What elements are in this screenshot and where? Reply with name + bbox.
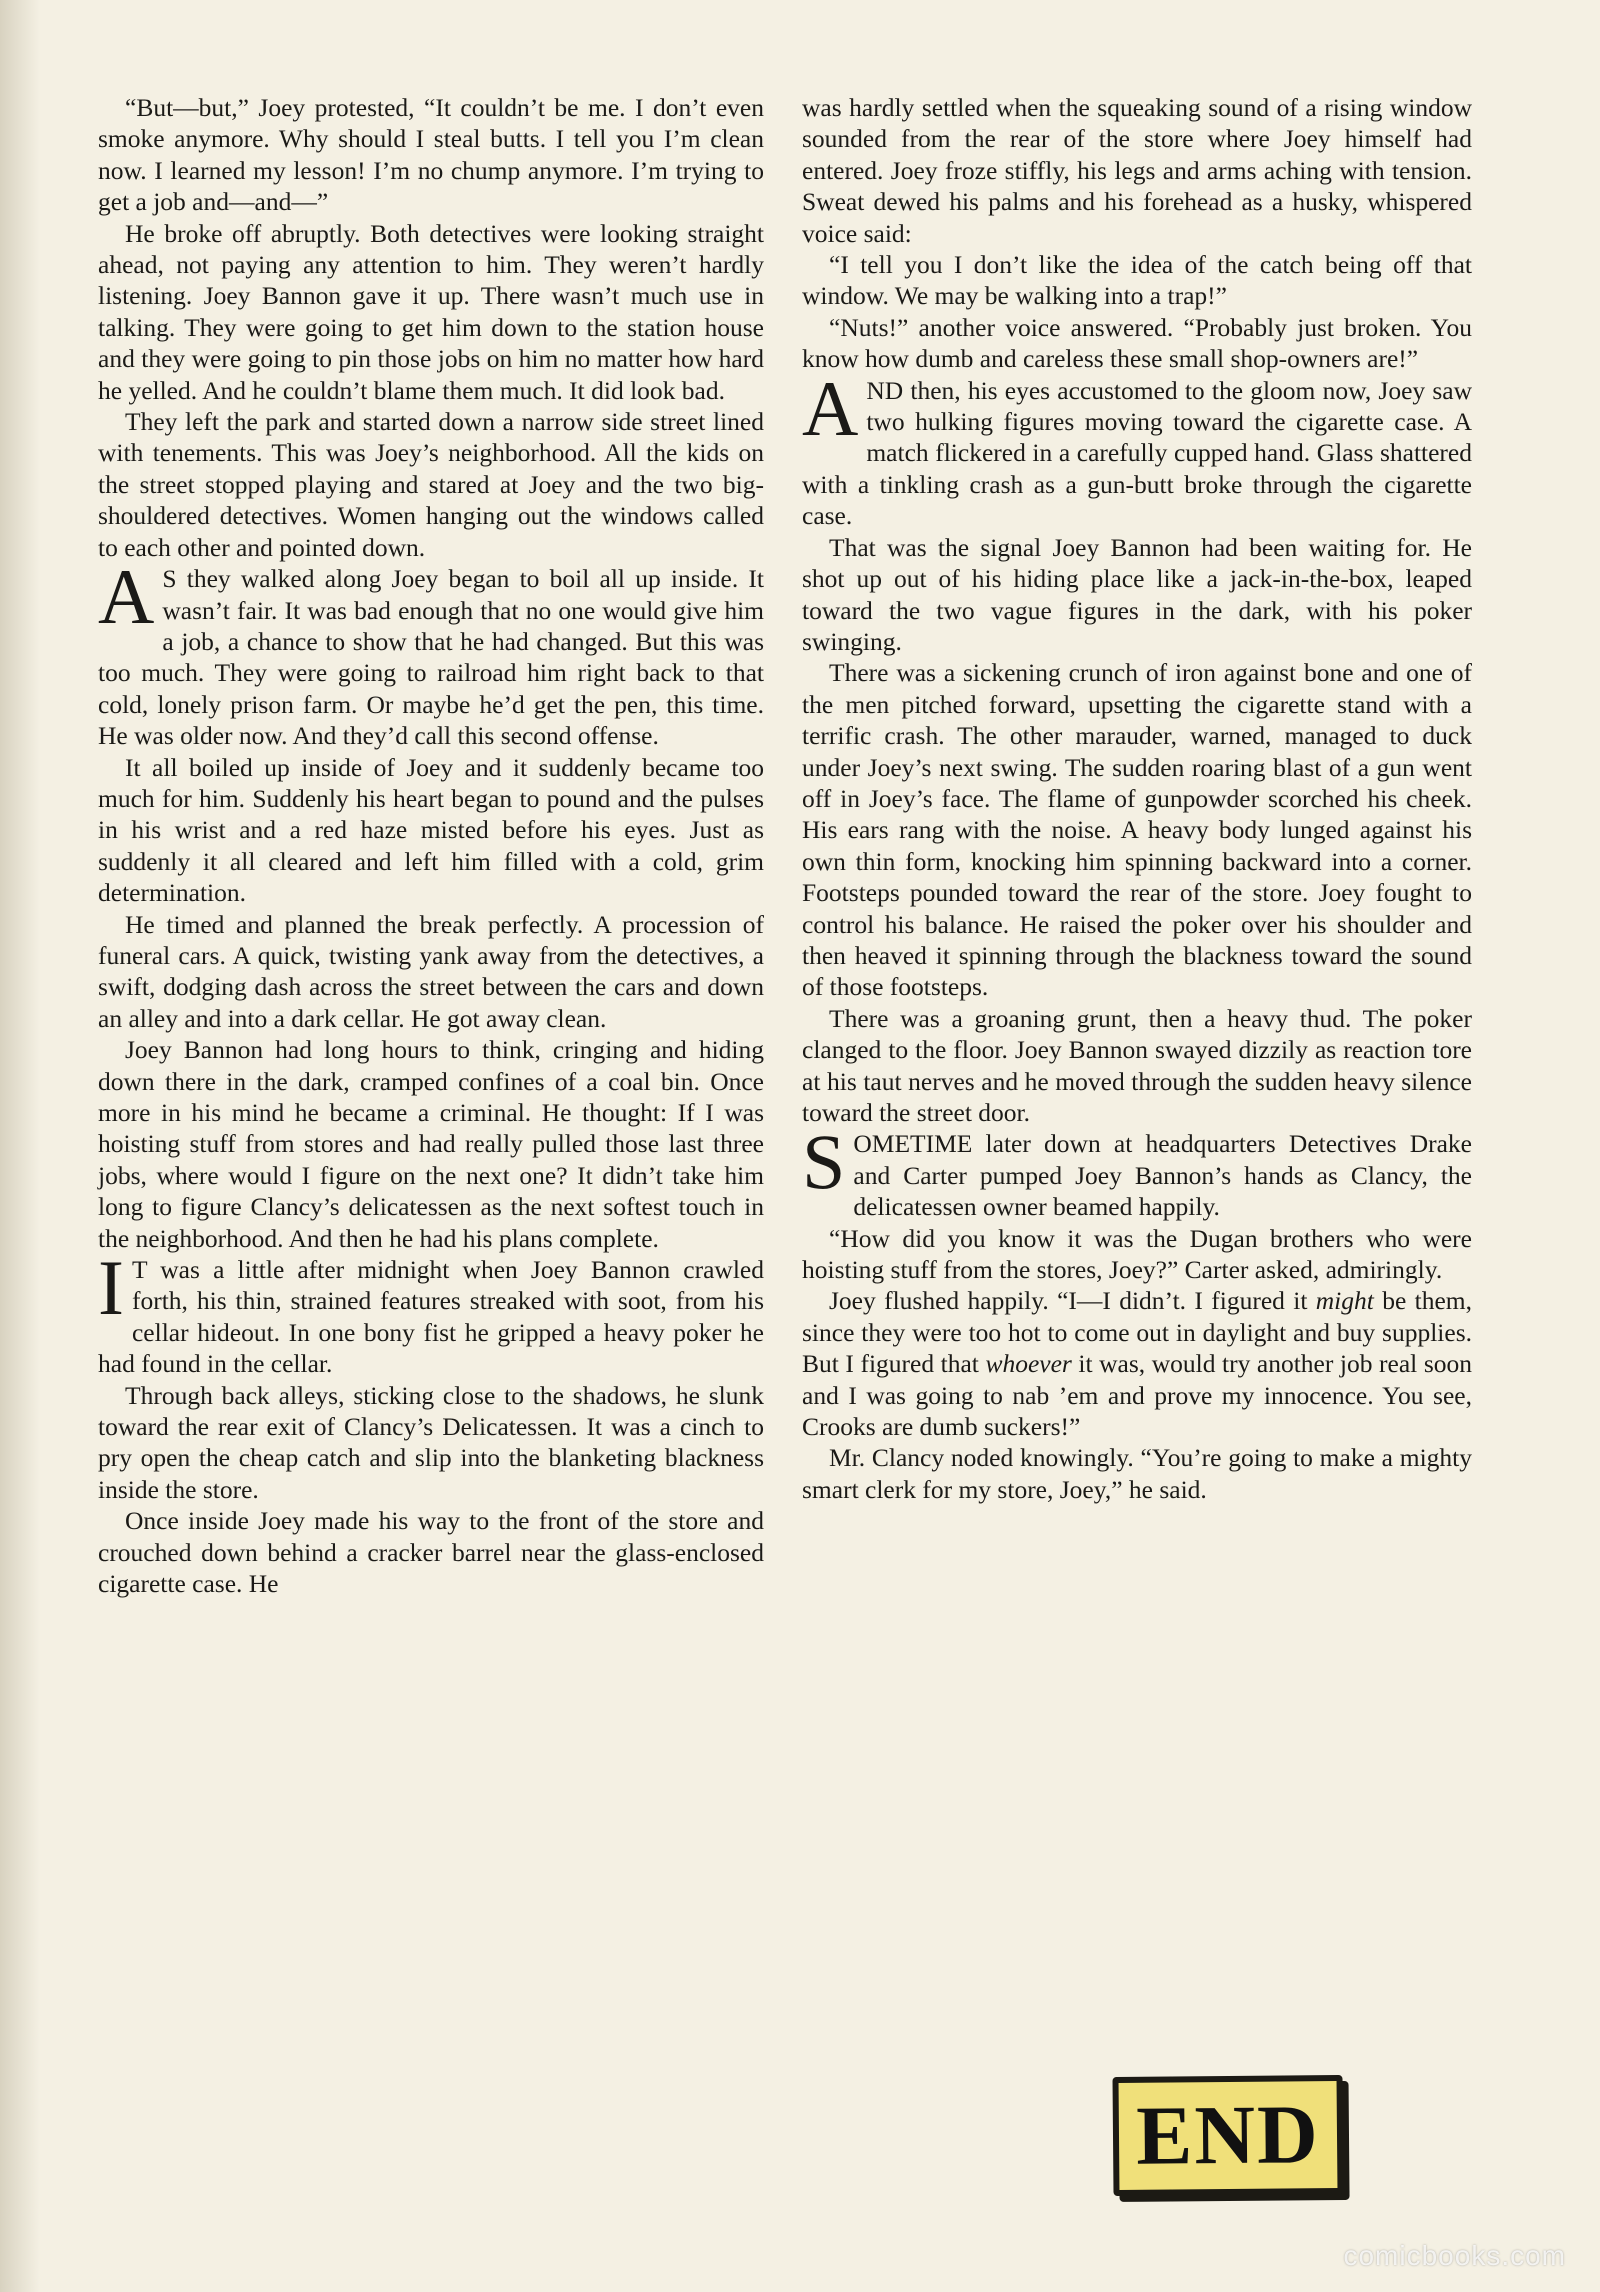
left-column-paragraph: It all boiled up inside of Joey and it suddenly became too much for him. Suddenly his heart began to pound and the pulses in his wrist and a red haze misted before his eyes. Just as suddenly it all cleared and left him filled with a cold, grim determination. bbox=[98, 752, 764, 908]
paragraph-text: be them, since they were too hot to come out in daylight and buy supplies. But I figured that bbox=[802, 1286, 1472, 1379]
paragraph-text: S they walked along Joey began to boil all up inside. It wasn’t fair. It was bad enough that no one would give him a job, a chance to show that he had changed. But this was too much. They were going to railroad him right back to that cold, lonely prison farm. Or maybe he’d get the pen, this time. He was older now. And they’d call this second offense. bbox=[98, 564, 764, 751]
paragraph-text: T was a little after midnight when Joey Bannon crawled forth, his thin, strained features streaked with soot, from his cellar hideout. In one bony fist he gripped a heavy poker he had found in the cellar. bbox=[98, 1255, 764, 1379]
left-column-paragraph: Joey Bannon had long hours to think, cringing and hiding down there in the dark, cramped confines of a coal bin. Once more in his mind he became a criminal. He thought: If I was hoisting stuff from stores and had really pulled those last three jobs, where would I figure on the next one? It didn’t take him long to figure Clancy’s delicatessen as the next softest touch in the neighborhood. And then he had his plans complete. bbox=[98, 1035, 764, 1253]
end-stamp-text: END bbox=[1135, 2088, 1321, 2183]
right-column-paragraph: was hardly settled when the squeaking sound of a rising window sounded from the rear of the store where Joey himself had entered. Joey froze stiffly, his legs and arms aching with tension. Sweat dewed his palms and his forehead as a husky, whispered voice said: bbox=[802, 93, 1472, 248]
paragraph-text: ND then, his eyes accustomed to the gloom now, Joey saw two hulking figures moving toward the cigarette case. A match flickered in a carefully cupped hand. Glass shattered with a tinkling crash as a gun-butt broke through the cigarette case. bbox=[802, 375, 1472, 531]
left-column-paragraph: He timed and planned the break perfectly. A procession of funeral cars. A quick, twisting yank away from the detectives, a swift, dodging dash across the street between the cars and down an alley and into a dark cellar. He got away clean. bbox=[98, 909, 764, 1033]
drop-cap: I bbox=[98, 1244, 124, 1332]
right-column-paragraph: “How did you know it was the Dugan brothers who were hoisting stuff from the stores, Joey?” Carter asked, admiringly. bbox=[802, 1223, 1472, 1285]
right-column-section-paragraph bbox=[802, 1118, 1472, 1222]
italic-text: might bbox=[1315, 1286, 1374, 1316]
right-column-paragraph: There was a sickening crunch of iron against bone and one of the men pitched forward, upsetting the cigarette stand with a terrific crash. The other marauder, warned, managed to duck under Joey’s next swing. The sudden roaring blast of a gun went off in Joey’s face. The flame of gunpowder scorched his cheek. His ears rang with the noise. A heavy body lunged against his own thin form, knocking him spinning backward into a corner. Footsteps pounded toward the rear of the store. Joey fought to control his balance. He raised the poker over his shoulder and then heaved it spinning through the blackness toward the sound of those footsteps. bbox=[802, 658, 1472, 1002]
paragraph-text: OMETIME later down at headquarters Detectives Drake and Carter pumped Joey Bannon’s hands as Clancy, the delicatessen owner beamed happily. bbox=[853, 1129, 1472, 1222]
left-column-paragraph: He broke off abruptly. Both detectives were looking straight ahead, not paying any attention to him. They weren’t hardly listening. Joey Bannon gave it up. There wasn’t much use in talking. They were going to get him down to the station house and they were going to pin those jobs on him no matter how hard he yelled. And he couldn’t blame them much. It did look bad. bbox=[98, 218, 764, 405]
right-column bbox=[802, 92, 1472, 1505]
right-column-paragraph bbox=[802, 1285, 1472, 1442]
left-column-paragraph: “But—but,” Joey protested, “It couldn’t be me. I don’t even smoke anymore. Why should I steal butts. I tell you I’m clean now. I learned my lesson! I’m no chump anymore. I’m trying to get a job and—and—” bbox=[98, 93, 764, 217]
left-column-section-paragraph bbox=[98, 553, 764, 751]
right-column-paragraph: There was a groaning grunt, then a heavy thud. The poker clanged to the floor. Joey Bannon swayed dizzily as reaction tore at his taut nerves and he moved through the sudden heavy silence toward the street door. bbox=[802, 1003, 1472, 1127]
right-column-section-paragraph bbox=[802, 364, 1472, 532]
left-column-section-paragraph bbox=[98, 1244, 764, 1380]
left-column-paragraph: They left the park and started down a narrow side street lined with tenements. This was Joey’s neighborhood. All the kids on the street stopped playing and stared at Joey and the two big-shouldered detectives. Women hanging out the windows called to each other and pointed down. bbox=[98, 407, 764, 562]
right-column-paragraph: “I tell you I don’t like the idea of the catch being off that window. We may be walking into a trap!” bbox=[802, 250, 1472, 311]
paragraph-text: it was, would try another job real soon and I was going to nab ’em and prove my innocence. You see, Crooks are dumb suckers!” bbox=[802, 1349, 1472, 1442]
drop-cap: A bbox=[98, 553, 155, 641]
end-stamp bbox=[1112, 2075, 1343, 2196]
paragraph-text: Joey flushed happily. “I—I didn’t. I figured it bbox=[829, 1286, 1316, 1316]
italic-text: whoever bbox=[985, 1349, 1072, 1379]
right-column-paragraph: Mr. Clancy noded knowingly. “You’re going to make a mighty smart clerk for my store, Joey,” he said. bbox=[802, 1443, 1472, 1504]
left-column-paragraph: Once inside Joey made his way to the front of the store and crouched down behind a cracker barrel near the glass-enclosed cigarette case. He bbox=[98, 1506, 764, 1599]
left-column-paragraph: Through back alleys, sticking close to the shadows, he slunk toward the rear exit of Clancy’s Delicatessen. It was a cinch to pry open the cheap catch and slip into the blanketing blackness inside the store. bbox=[98, 1380, 764, 1504]
right-column-paragraph: That was the signal Joey Bannon had been waiting for. He shot up out of his hiding place like a jack-in-the-box, leaped toward the two vague figures in the dark, with his poker swinging. bbox=[802, 532, 1472, 656]
watermark: comicbooks.com bbox=[1343, 2240, 1566, 2271]
left-column bbox=[98, 92, 764, 1600]
right-column-paragraph: “Nuts!” another voice answered. “Probably just broken. You know how dumb and careless these small shop-owners are!” bbox=[802, 312, 1472, 374]
drop-cap: S bbox=[802, 1118, 846, 1206]
drop-cap: A bbox=[802, 364, 859, 452]
